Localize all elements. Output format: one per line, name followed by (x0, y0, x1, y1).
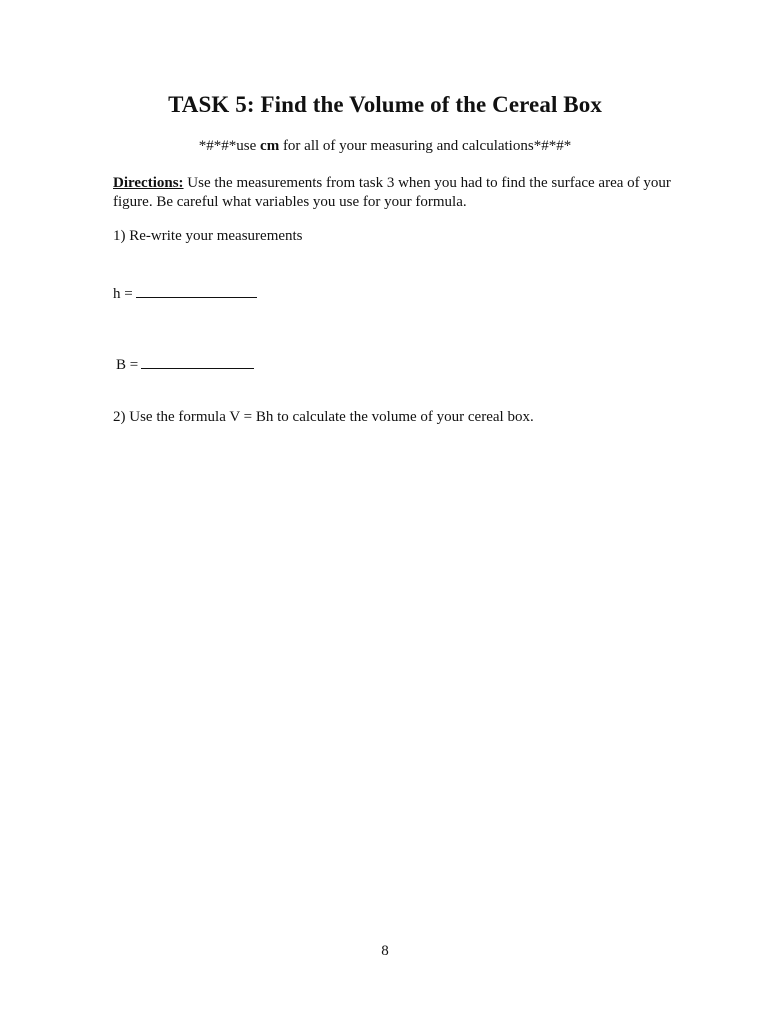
question-2: 2) Use the formula V = Bh to calculate the volume of your cereal box. (113, 409, 534, 425)
h-field (113, 283, 257, 303)
directions-paragraph (113, 174, 673, 212)
unit-instruction-suffix: for all of your measuring and calculations*#*#* (279, 138, 572, 154)
page-title: TASK 5: Find the Volume of the Cereal Box (168, 92, 602, 117)
b-answer-blank[interactable] (141, 354, 254, 369)
b-label: B = (116, 357, 139, 373)
h-label: h = (113, 286, 133, 302)
unit-instruction-prefix: *#*#*use (198, 138, 261, 154)
directions-text: Use the measurements from task 3 when you had to find the surface area of your figure. Be careful what variables you use for your formula. (113, 175, 671, 210)
directions-label: Directions: (113, 175, 184, 191)
h-answer-blank[interactable] (136, 283, 257, 298)
unit-instruction (0, 138, 770, 155)
b-field (116, 354, 254, 374)
question-1: 1) Re-write your measurements (113, 228, 303, 244)
page-number: 8 (381, 943, 389, 959)
unit-instruction-bold: cm (260, 138, 280, 154)
